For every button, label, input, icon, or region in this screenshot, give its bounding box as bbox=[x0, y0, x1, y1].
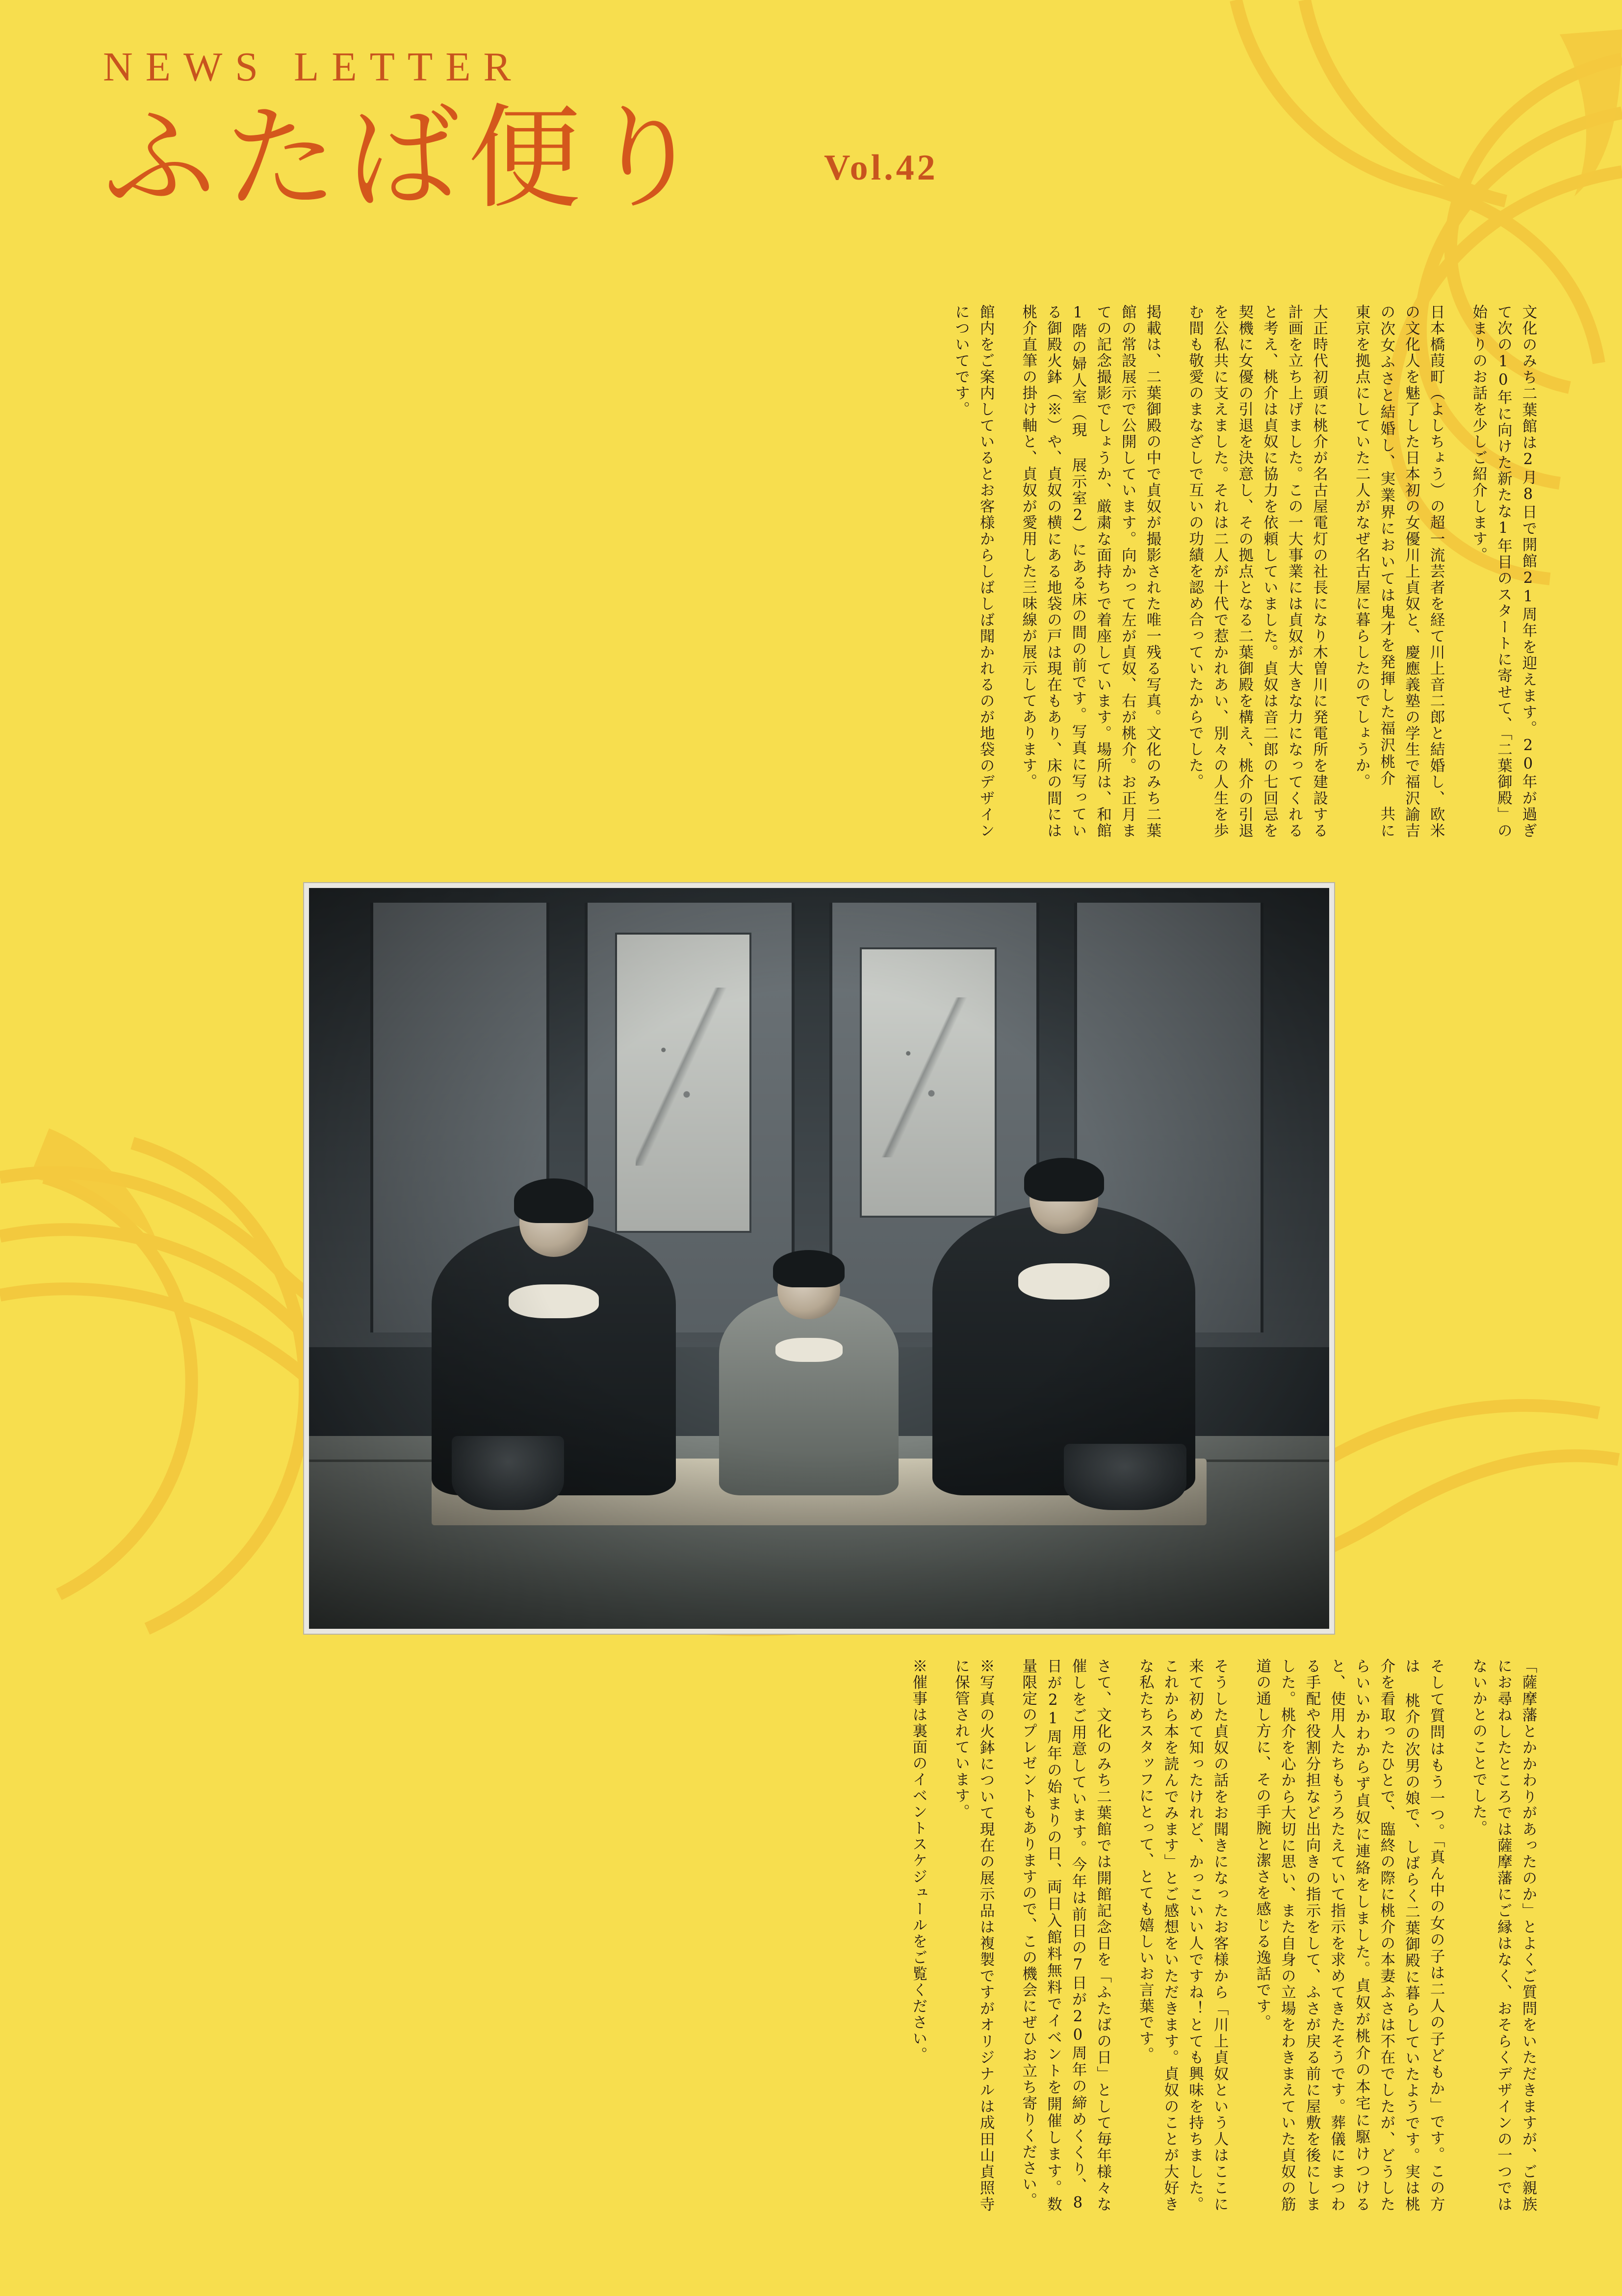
article-column: 文化のみち二葉館は2月8日で開館21周年を迎えます。20年が過ぎて次の10年に向けた新たな1年目のスタートに寄せて、「二葉御殿」の始まりのお話を少しご紹介します。 bbox=[1469, 304, 1537, 839]
top-article bbox=[88, 304, 1540, 863]
masthead-logo: ふたば便り bbox=[103, 93, 712, 224]
article-column: さて、文化のみち二葉館では開館記念日を「ふたばの日」として毎年様々な催しをご用意しています。今年は前日の7日が20周年の締めくくり、8日が21周年の始まりの日、両日入館料無料でイベントを開催します。数量限定のプレゼントもありますので、この機会にぜひお立ち寄りください。 bbox=[1019, 1658, 1111, 2213]
masthead-kicker: NEWS LETTER bbox=[103, 44, 524, 90]
article-column: 日本橋葭町（よしちょう）の超一流芸者を経て川上音二郎と結婚し、欧米の文化人を魅了した日本初の女優川上貞奴と、慶應義塾の学生で福沢諭吉の次女ふさと結婚し、実業界においては鬼才を発揮した福沢桃介 共に東京を拠点にしていた二人がなぜ名古屋に暮らしたのでしょうか。 bbox=[1353, 304, 1445, 839]
article-column: そうした貞奴の話をお聞きになったお客様から「川上貞奴という人はここに来て初めて知ったけれど、かっこいい人ですね！とても興味を持ちました。これから本を読んでみます」とご感想をいただきます。貞奴のことが大好きな私たちスタッフにとって、とても嬉しいお言葉です。 bbox=[1136, 1658, 1229, 2213]
masthead bbox=[103, 44, 1182, 224]
article-column: そして質問はもう一つ。「真ん中の女の子は二人の子どもか」です。この方は 桃介の次男の娘で、しばらく二葉御殿に暮らしていたようです。実は桃介を看取ったひとで、臨終の際に桃介の本妻ふさは不在でしたが、どうしたらいいかわからず貞奴に連絡をしました。貞奴が桃介の本宅に駆けつけると、使用人たちもうろたえていて指示を求めてきたそうです。葬儀にまつわる手配や役割分担など出向きの指示をして、ふさが戻る前に屋敷を後にしました。桃介を心から大切に思い、また自身の立場をわきまえていた貞奴の筋道の通し方に、その手腕と潔さを感じる逸話です。 bbox=[1253, 1658, 1445, 2213]
article-column: 館内をご案内しているとお客様からしばしば聞かれるのが地袋のデザインについてです。 bbox=[952, 304, 995, 839]
article-column: 大正時代初頭に桃介が名古屋電灯の社長になり木曽川に発電所を建設する計画を立ち上げました。この一大事業には貞奴が大きな力になってくれると考え、桃介は貞奴に協力を依頼していました。貞奴は音二郎の七回忌を契機に女優の引退を決意し、その拠点となる二葉御殿を構え、桃介の引退を公私共に支えました。それは二人が十代で惹かれあい、別々の人生を歩む間も敬愛のまなざしで互いの功績を認め合っていたからでした。 bbox=[1186, 304, 1328, 839]
bottom-article bbox=[88, 1658, 1540, 2237]
volume-number: Vol.42 bbox=[824, 148, 938, 188]
article-column: 「薩摩藩とかかわりがあったのか」とよくご質問をいただきますが、ご親族にお尋ねしたところでは薩摩藩にご縁はなく、おそらくデザインの一つではないかとのことでした。 bbox=[1469, 1658, 1537, 2213]
photo-vignette bbox=[309, 888, 1329, 1629]
photo-image bbox=[309, 888, 1329, 1629]
footnote-events: ※催事は裏面のイベントスケジュールをご覧ください。 bbox=[909, 1658, 927, 2063]
article-column: 掲載は、二葉御殿の中で貞奴が撮影された唯一残る写真。文化のみち二葉館の常設展示で公開しています。向かって左が貞奴、右が桃介。お正月まての記念撮影でしょうか、厳粛な面持ちで着座しています。場所は、和館1階の婦人室（現 展示室2）にある床の間の前です。写真に写っている御殿火鉢（※）や、貞奴の横にある地袋の戸は現在もあり、床の間には桃介直筆の掛け軸と、貞奴が愛用した三味線が展示してあります。 bbox=[1019, 304, 1161, 839]
historical-photograph bbox=[304, 883, 1334, 1634]
footnote-hibachi: ※写真の火鉢について現在の展示品は複製ですがオリジナルは成田山貞照寺に保管されています。 bbox=[952, 1658, 995, 2213]
